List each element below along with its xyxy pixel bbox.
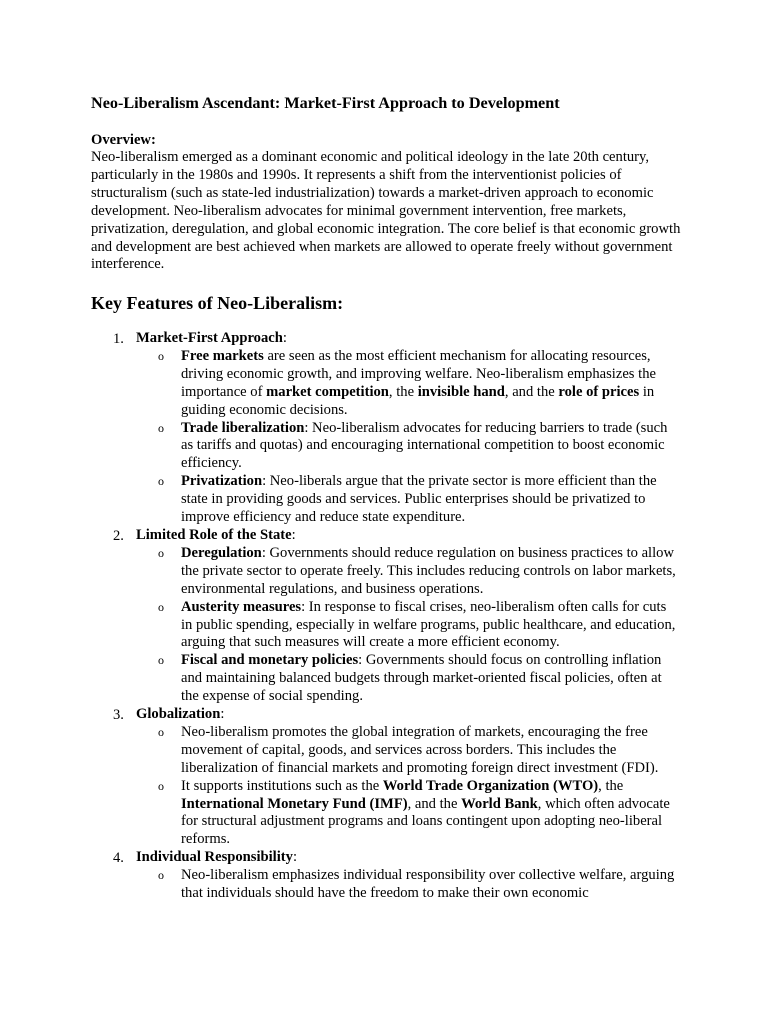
item-heading-text: Globalization bbox=[136, 706, 221, 723]
feature-item bbox=[0, 330, 768, 527]
sub-bullet-item bbox=[0, 724, 768, 778]
bold-term: market competition bbox=[266, 383, 389, 400]
bullet-marker: o bbox=[158, 348, 164, 363]
item-heading: Globalization: bbox=[136, 706, 225, 723]
item-heading-text: Market-First Approach bbox=[136, 330, 283, 346]
sub-bullet-item bbox=[0, 599, 768, 653]
item-heading: Market-First Approach: bbox=[136, 330, 287, 346]
sub-bullet-item bbox=[0, 473, 768, 527]
text-run: : Governments should focus on controlling inflation and maintaining balanced budgets through market-oriented fiscal policies, often at the expense of social spending. bbox=[181, 652, 662, 705]
bullet-marker: o bbox=[158, 545, 164, 560]
feature-item bbox=[0, 849, 768, 903]
item-number: 1. bbox=[113, 331, 124, 347]
item-heading: Individual Responsibility: bbox=[136, 849, 298, 866]
bullet-marker: o bbox=[158, 724, 164, 739]
sub-bullet-text bbox=[181, 724, 677, 778]
text-run: It supports institutions such as the bbox=[181, 777, 383, 794]
feature-item bbox=[0, 527, 768, 706]
text-run: , the bbox=[598, 777, 624, 794]
text-run: are seen as the most efficient mechanism for allocating resources, driving economic growth, and improving welfare. Neo-liberalism emphasizes the importance of bbox=[181, 347, 656, 400]
text-run: , and the bbox=[504, 383, 559, 400]
bold-term: World Bank bbox=[461, 795, 538, 812]
key-features-list bbox=[0, 330, 768, 903]
bold-term: role of prices bbox=[558, 383, 640, 400]
bullet-marker: o bbox=[158, 599, 164, 614]
sub-bullet-item bbox=[0, 420, 768, 474]
item-number: 2. bbox=[113, 527, 124, 544]
bullet-marker: o bbox=[158, 778, 164, 793]
sub-bullet-text bbox=[181, 599, 677, 653]
text-run: Neo-liberalism promotes the global integration of markets, encouraging the free movement of capital, goods, and services across borders. This includes the liberalization of financial markets and promoting foreign direct investment (FDI). bbox=[181, 723, 659, 776]
item-number: 3. bbox=[113, 707, 124, 724]
bold-term: Austerity measures bbox=[181, 598, 302, 615]
item-number: 4. bbox=[113, 850, 124, 867]
sub-bullet-item bbox=[0, 348, 768, 420]
text-run: : In response to fiscal crises, neo-liberalism often calls for cuts in public spending, especially in welfare programs, public healthcare, and education, arguing that such measures will create a more efficient economy. bbox=[181, 598, 676, 651]
bullet-marker: o bbox=[158, 653, 164, 668]
sub-bullet-text bbox=[181, 867, 677, 903]
text-run: , the bbox=[388, 383, 418, 400]
text-run: : Neo-liberalism advocates for reducing barriers to trade (such as tariffs and quotas) and encouraging international competition to boost economic efficiency. bbox=[181, 419, 668, 472]
bold-term: invisible hand bbox=[417, 383, 505, 400]
bold-term: Free markets bbox=[181, 347, 264, 364]
item-heading-text: Limited Role of the State bbox=[136, 526, 292, 543]
bold-term: Deregulation bbox=[181, 544, 262, 561]
sub-bullet-text bbox=[181, 778, 677, 850]
text-run: , which often advocate for structural adjustment programs and loans contingent upon adopting neo-liberal reforms. bbox=[181, 795, 670, 848]
bold-term: World Trade Organization (WTO) bbox=[382, 777, 599, 794]
sub-bullet-item bbox=[0, 867, 768, 903]
bullet-marker: o bbox=[158, 420, 164, 435]
sub-bullet-item bbox=[0, 652, 768, 706]
overview-label: Overview: bbox=[91, 132, 156, 148]
text-run: : Governments should reduce regulation on business practices to allow the private sector to operate freely. This includes reducing controls on labor markets, environmental regulations, and business operations. bbox=[181, 544, 676, 597]
sub-bullet-item bbox=[0, 778, 768, 850]
overview-paragraph: Neo-liberalism emerged as a dominant economic and political ideology in the late 20th century, particularly in the 1980s and 1990s. It represents a shift from the interventionist policies of structuralism (such as state-led industrialization) towards a market-driven approach to economic development. Neo-liberalism advocates for minimal government intervention, free markets, privatization, deregulation, and global economic integration. The core belief is that economic growth and development are best achieved when markets are allowed to operate freely without government interference. bbox=[91, 149, 681, 273]
text-run: , and the bbox=[407, 795, 462, 812]
sub-bullet-item bbox=[0, 545, 768, 599]
bullet-marker: o bbox=[158, 474, 164, 489]
sub-bullet-text bbox=[181, 545, 677, 599]
bold-term: Privatization bbox=[181, 473, 263, 490]
item-heading: Limited Role of the State: bbox=[136, 526, 296, 543]
sub-bullet-text bbox=[181, 652, 677, 706]
text-run: in guiding economic decisions. bbox=[181, 383, 655, 418]
bold-term: Fiscal and monetary policies bbox=[181, 652, 359, 669]
bold-term: Trade liberalization bbox=[181, 419, 305, 436]
sub-bullet-text bbox=[181, 473, 677, 527]
feature-item bbox=[0, 706, 768, 849]
bullet-marker: o bbox=[158, 868, 164, 883]
item-heading-text: Individual Responsibility bbox=[136, 849, 293, 866]
sub-bullet-text bbox=[181, 348, 677, 420]
overview-label-text: Overview bbox=[91, 132, 151, 148]
text-run: : Neo-liberals argue that the private sector is more efficient than the state in providing goods and services. Public enterprises should be privatized to improve efficiency and reduce state expenditure. bbox=[181, 473, 657, 526]
text-run: Neo-liberalism emphasizes individual responsibility over collective welfare, arguing that individuals should have the freedom to make their own economic bbox=[181, 867, 675, 902]
sub-bullet-text bbox=[181, 420, 677, 474]
document-title: Neo-Liberalism Ascendant: Market-First Approach to Development bbox=[91, 94, 560, 112]
bold-term: International Monetary Fund (IMF) bbox=[181, 795, 408, 812]
key-features-heading: Key Features of Neo-Liberalism: bbox=[91, 293, 344, 313]
